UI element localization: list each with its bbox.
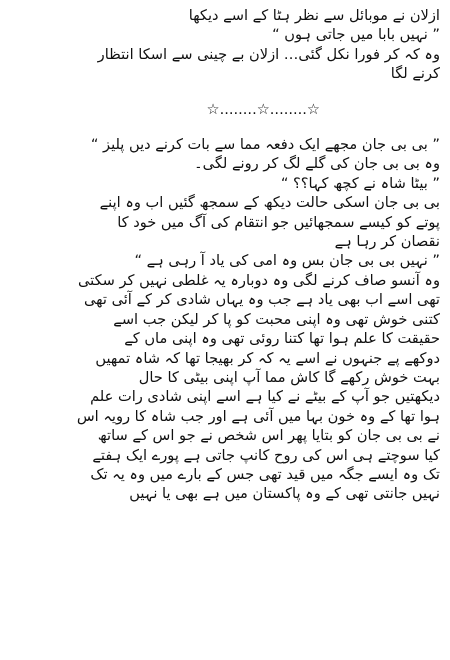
text-line: ازلان نے موبائل سے نظر ہٹا کے اسے دیکھا bbox=[188, 7, 440, 24]
text-line: دوکھے پے جنہوں نے اسے یہ کہ کر بھیجا تھا کہ شاہ تمھیں bbox=[95, 349, 440, 367]
text-line: بی بی جان اسکی حالت دیکھ کے سمجھ گئیں اب وہ اپنے bbox=[99, 194, 440, 212]
paragraph-dialogue-2 bbox=[8, 135, 440, 504]
text-line: تک وہ ایسے جگہ میں قید تھی جس کے بارے میں وہ یہ تک bbox=[90, 465, 440, 483]
text-line: ” بی بی جان مجھے ایک دفعہ مما سے بات کرنے دیں پلیز “ bbox=[90, 136, 440, 154]
text-line: تھی اسے اب بھی یاد ہے جب وہ یہاں شادی کر کے آئی تھی bbox=[83, 291, 440, 309]
text-line: وہ کہ کر فورا نکل گئی… ازلان بے چینی سے اسکا انتظار bbox=[97, 45, 440, 63]
text-line: وہ بی بی جان کی گلے لگ کر رونے لگی۔ bbox=[194, 155, 440, 173]
text-line: ” نہیں بابا میں جاتی ہوں “ bbox=[272, 26, 440, 44]
text-line: نقصان کر رہا ہے bbox=[334, 233, 440, 251]
text-line: نہیں جانتی تھی کے وہ پاکستان میں ہے بھی یا نہیں bbox=[129, 485, 440, 503]
text-line: نے بی بی جان کو بتایا پھر اس شخص نے جو اس کے ساتھ bbox=[97, 427, 440, 445]
text-line: بہت خوش رکھے گا کاش مما آپ اپنی بیٹی کا حال bbox=[138, 368, 440, 386]
paragraph-dialogue-1 bbox=[8, 6, 440, 84]
text-line: کیا سوچتے ہی اس کی روح کانپ جاتی ہے پورے ایک ہفتے bbox=[92, 446, 440, 464]
spacer bbox=[8, 84, 440, 100]
text-line: ہوا تھا کے وہ خون بہا میں آئی ہے اور جب شاہ کا رویہ اس bbox=[76, 407, 440, 425]
text-line: وہ آنسو صاف کرنے لگی وہ دوبارہ یہ غلطی نہیں کر سکتی bbox=[78, 271, 440, 289]
text-line: ” نہیں بی بی جان بس وہ امی کی یاد آ رہی ہے “ bbox=[134, 252, 440, 270]
text-line: دیکھتیں جو آپ کے بیٹے نے کیا ہے اسے اپنی شادی رات علم bbox=[90, 388, 440, 406]
text-line: کرنے لگا bbox=[390, 65, 440, 83]
spacer bbox=[8, 119, 440, 135]
scene-separator: ☆........☆........☆ bbox=[206, 100, 320, 118]
text-line: کتنی خوش تھی وہ اپنی محبت کو پا کر لیکن جب اسے bbox=[113, 310, 440, 328]
text-line: ” بیٹا شاہ نے کچھ کہا؟؟ “ bbox=[280, 174, 440, 192]
text-line: حقیقت کا علم ہوا تھا کتنا روئی تھی وہ اپنی ماں کے bbox=[124, 330, 440, 348]
text-line: پوتے کو کیسے سمجھائیں جو انتقام کی آگ میں خود کا bbox=[117, 213, 440, 231]
